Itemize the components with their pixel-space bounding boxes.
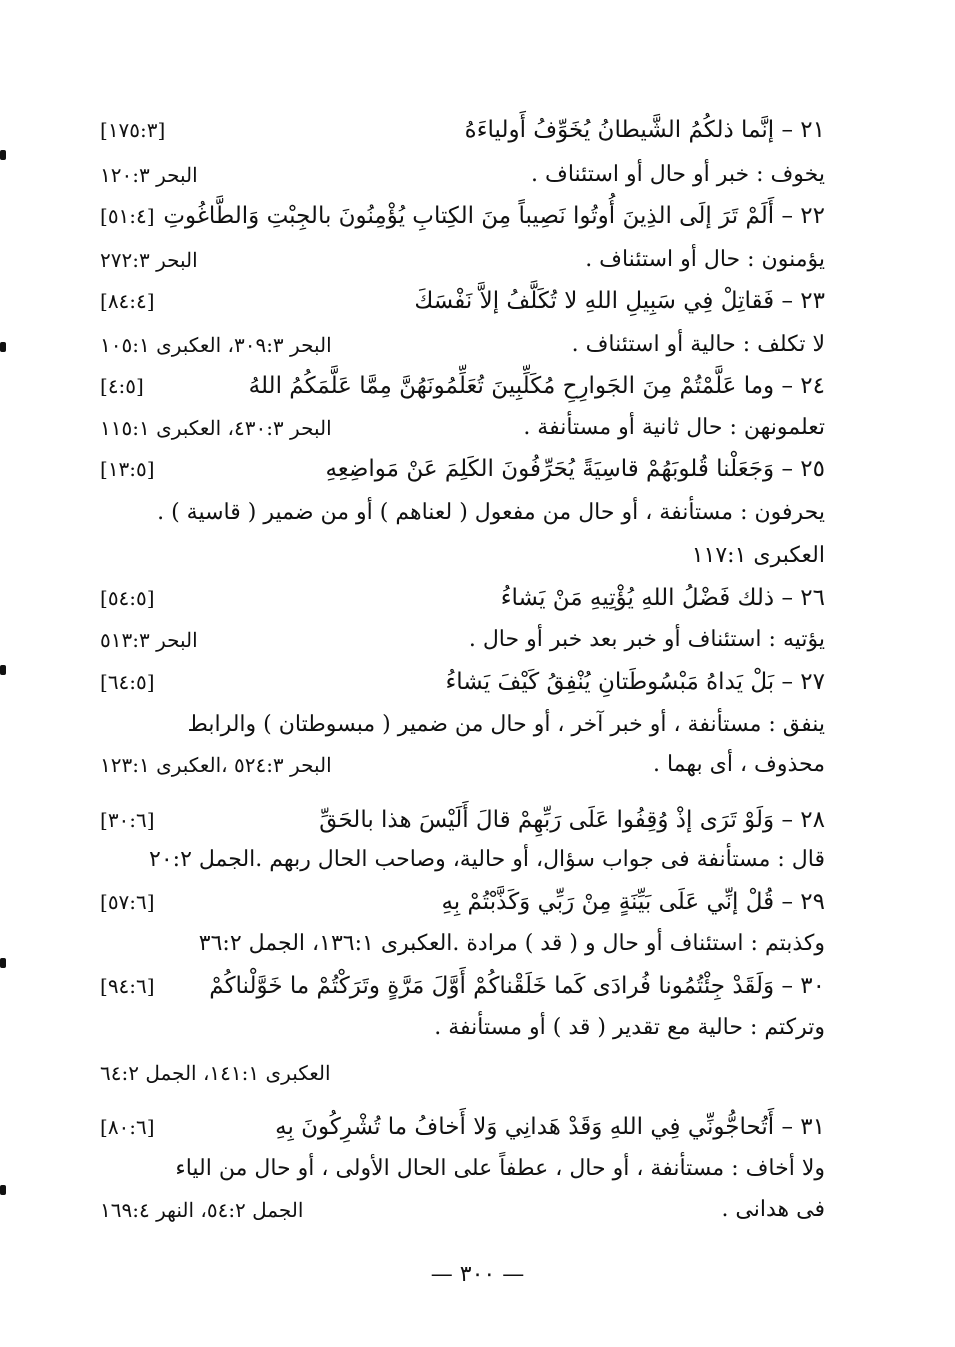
- note-line: [100, 745, 825, 785]
- note-ref: البحر ١٢٠:٣: [100, 163, 198, 187]
- verse-27-line: [100, 662, 825, 702]
- note-text: تعلمونهن : حال ثانية أو مستأنفة .: [523, 415, 825, 440]
- verse-21-line: [100, 110, 825, 150]
- note-text: وكذبتم : استئناف أو حال و ( قد ) مرادة .العكبرى ١٣٦:١، الجمل ٣٦:٢: [198, 931, 825, 956]
- note-line: [100, 240, 825, 280]
- note-line: [100, 620, 825, 660]
- verse-26-line: [100, 578, 825, 618]
- note-line: [100, 408, 825, 448]
- note-ref: البحر ٥٢٤:٣ ،العكبرى ١٢٣:١: [100, 753, 332, 777]
- verse-ref: [٤:٥]: [100, 374, 144, 398]
- verse-ref: [٩٤:٦]: [100, 974, 155, 998]
- note-line: [100, 536, 825, 576]
- verse-text: ٣٠ – وَلَقَدْ جِئْتُمُونا فُرادَى كَما خَلَقْناكُمْ أَوَّلَ مَرَّةٍ وتَرَكْتُمْ ما خَوَّلْناكُمْ: [209, 973, 825, 999]
- verse-23-line: [100, 281, 825, 321]
- scan-mark: [0, 342, 6, 352]
- verse-25-line: [100, 449, 825, 489]
- verse-ref: [١٣:٥]: [100, 457, 155, 481]
- verse-ref: [٥١:٤]: [100, 204, 155, 228]
- note-line: [100, 493, 825, 533]
- note-text: فى هدانى .: [721, 1197, 825, 1222]
- verse-ref: [٥٧:٦]: [100, 890, 155, 914]
- verse-text: ٢١ – إنَّما ذلكُمُ الشَّيطانُ يُخَوِّفُ أَولياءَهُ: [464, 117, 825, 143]
- verse-30-line: [100, 966, 825, 1006]
- verse-22-line: [100, 196, 825, 236]
- verse-ref: [٣٠:٦]: [100, 808, 155, 832]
- verse-text: ٢٨ – وَلَوْ تَرَى إذْ وُقِفُوا عَلَى رَبِّهِمْ قالَ أَلَيْسَ هذا بالحَقِّ: [319, 807, 825, 833]
- note-ref: الجمل ٥٤:٢، النهر ١٦٩:٤: [100, 1198, 304, 1222]
- page-number: — ٣٠٠ —: [430, 1262, 525, 1287]
- scan-mark: [0, 150, 6, 160]
- verse-ref: [٨٤:٤]: [100, 289, 155, 313]
- verse-text: ٣١ – أَتُحاجُّونِّي فِي اللهِ وَقَدْ هَدانِي وَلا أَخافُ ما تُشْرِكُونَ بِهِ: [275, 1114, 825, 1140]
- verse-28-line: [100, 800, 825, 840]
- note-ref: البحر ٥١٣:٣: [100, 628, 198, 652]
- verse-text: ٢٤ – وما عَلَّمْتُمْ مِنَ الجَوارِحِ مُكَلِّبِينَ تُعَلِّمُونَهُنَّ مِمَّا عَلَّمَكُمُ اللهُ: [248, 373, 825, 399]
- note-line: [100, 705, 825, 745]
- note-text: العكبرى ١٤١:١، الجمل ٦٤:٢: [100, 1061, 331, 1085]
- note-ref: البحر ٢٧٢:٣: [100, 248, 198, 272]
- note-line: [100, 325, 825, 365]
- note-line: [100, 924, 825, 964]
- note-text: ينفق : مستأنفة ، أو خبر آخر ، أو حال من ضمير ( مبسوطتان ) والرابط: [187, 712, 825, 737]
- note-ref: البحر ٤٣٠:٣، العكبرى ١١٥:١: [100, 416, 332, 440]
- note-line: [100, 1190, 825, 1230]
- note-text: يؤمنون : حال أو استئناف .: [585, 247, 825, 272]
- verse-text: ٢٢ – أَلَمْ تَرَ إلَى الذِينَ أُوتُوا نَصِيباً مِنَ الكِتابِ يُؤْمِنُونَ بالجِبْتِ وَالطَّاغُوتِ: [163, 203, 825, 229]
- scan-mark: [0, 665, 6, 675]
- note-line: [100, 840, 825, 880]
- note-ref: البحر ٣٠٩:٣، العكبرى ١٠٥:١: [100, 333, 332, 357]
- note-text: العكبرى ١١٧:١: [691, 543, 825, 568]
- verse-ref: [٦٤:٥]: [100, 670, 155, 694]
- note-line: [100, 1008, 825, 1048]
- note-text: وتركتم : حالية مع تقدير ( قد ) أو مستأنفة .: [434, 1015, 825, 1040]
- note-text: يؤتيه : استئناف أو خبر بعد خبر أو حال .: [468, 627, 825, 652]
- note-text: يخوف : خبر أو حال أو استئناف .: [531, 162, 825, 187]
- note-text: قال : مستأنفة فى جواب سؤال، أو حالية، وصاحب الحال ربهم .الجمل ٢٠:٢: [149, 847, 825, 872]
- verse-ref: [١٧٥:٣]: [100, 118, 166, 142]
- verse-29-line: [100, 882, 825, 922]
- note-line: [100, 1053, 825, 1093]
- note-text: ولا أخاف : مستأنفة ، أو حال ، عطفاً على الحال الأولى ، أو حال من الياء: [175, 1156, 825, 1181]
- note-text: محذوف ، أى بهما .: [652, 752, 825, 777]
- verse-text: ٢٥ – وَجَعَلْنا قُلوبَهُمْ قاسِيَةً يُحَرِّفُونَ الكَلِمَ عَنْ مَواضِعِهِ: [325, 456, 825, 482]
- note-text: يحرفون : مستأنفة ، أو حال من مفعول ( لعناهم ) أو من ضمير ( قاسية ) .: [157, 500, 825, 525]
- note-line: [100, 1149, 825, 1189]
- note-text: لا تكلف : حالية أو استئناف .: [571, 332, 825, 357]
- verse-31-line: [100, 1107, 825, 1147]
- note-line: [100, 155, 825, 195]
- verse-ref: [٨٠:٦]: [100, 1115, 155, 1139]
- scan-mark: [0, 958, 6, 968]
- verse-ref: [٥٤:٥]: [100, 586, 155, 610]
- verse-text: ٢٣ – فَقاتِلْ فِي سَبِيلِ اللهِ لا تُكَلَّفُ إلاَّ نَفْسَكَ: [414, 288, 825, 314]
- scan-mark: [0, 1185, 6, 1195]
- verse-text: ٢٩ – قُلْ إنِّي عَلَى بَيِّنَةٍ مِنْ رَبِّي وَكَذَّبْتُمْ بِهِ: [441, 889, 825, 915]
- verse-24-line: [100, 366, 825, 406]
- verse-text: ٢٦ – ذلك فَضْلُ اللهِ يُؤْتِيهِ مَنْ يَشاءُ: [500, 585, 825, 611]
- verse-text: ٢٧ – بَلْ يَداهُ مَبْسُوطَتانِ يُنْفِقُ كَيْفَ يَشاءُ: [445, 669, 825, 695]
